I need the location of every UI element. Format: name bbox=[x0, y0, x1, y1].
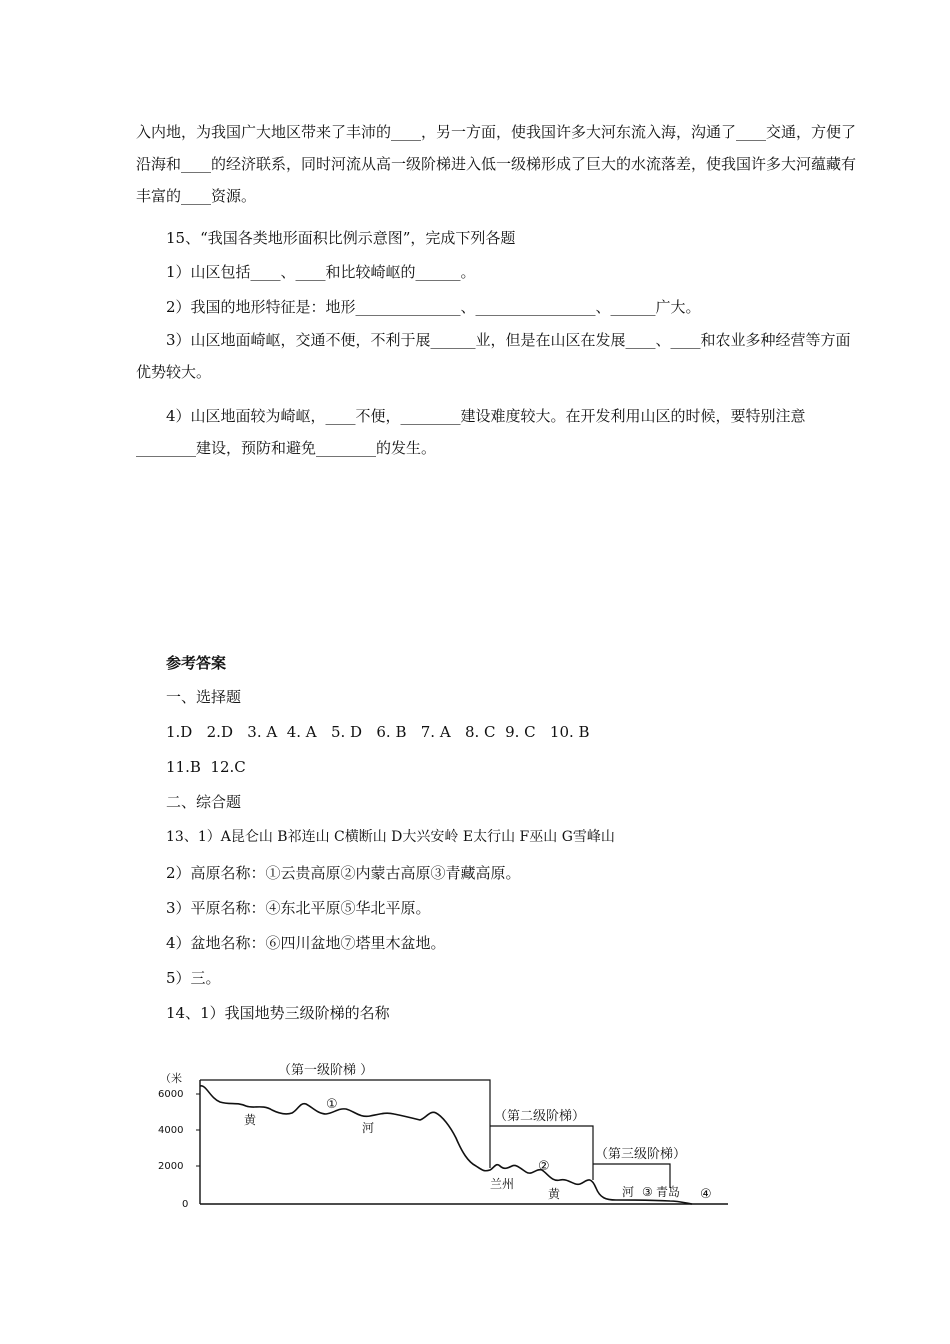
terrain-profile-line bbox=[200, 1086, 692, 1204]
marker-2: ② bbox=[538, 1159, 550, 1174]
choice-answers-row2: 11.B 12.C bbox=[166, 758, 246, 776]
section-comprehensive: 二、综合题 bbox=[166, 793, 242, 811]
answer-13-5: 5）三。 bbox=[166, 969, 221, 987]
marker-1: ① bbox=[326, 1097, 338, 1112]
label-lanzhou: 兰州 bbox=[490, 1177, 515, 1191]
answer-13-1: 13、1）A昆仑山 B祁连山 C横断山 D大兴安岭 E太行山 F巫山 G雪峰山 bbox=[166, 829, 615, 845]
label-he-1: 河 bbox=[362, 1121, 375, 1135]
step2-label: （第二级阶梯） bbox=[494, 1109, 586, 1124]
step1-label: （第一级阶梯 ） bbox=[278, 1063, 374, 1078]
answer-13-2: 2）高原名称：①云贵高原②内蒙古高原③青藏高原。 bbox=[166, 864, 521, 882]
unit-label: （米 bbox=[160, 1072, 182, 1085]
answer-13-3: 3）平原名称：④东北平原⑤华北平原。 bbox=[166, 899, 431, 917]
tick-label-4000: 4000 bbox=[158, 1125, 184, 1136]
label-he-2: 河 bbox=[622, 1185, 635, 1199]
answer-14-1: 14、1）我国地势三级阶梯的名称 bbox=[166, 1004, 390, 1022]
answers-heading: 参考答案 bbox=[166, 654, 227, 672]
continued-paragraph: 入内地，为我国广大地区带来了丰沛的____，另一方面，使我国许多大河东流入海，沟通了____交通，方便了沿海和____的经济联系，同时河流从高一级阶梯进入低一级梯形成了巨大的水流落差，使我国许多大河蕴藏有丰富的____资源。 bbox=[136, 123, 857, 205]
q15-part4: 4）山区地面较为崎岖，____不便，________建设难度较大。在开发利用山区的时候，要特别注意________建设，预防和避免________的发生。 bbox=[136, 407, 806, 457]
answer-13-4: 4）盆地名称：⑥四川盆地⑦塔里木盆地。 bbox=[166, 934, 446, 952]
tick-label-6000: 6000 bbox=[158, 1089, 184, 1100]
label-qingdao: 青岛 bbox=[656, 1185, 681, 1199]
choice-answers-row1: 1.D 2.D 3. A 4. A 5. D 6. B 7. A 8. C 9. C 10. B bbox=[166, 723, 590, 741]
q15-title: 15、“我国各类地形面积比例示意图”，完成下列各题 bbox=[166, 229, 516, 247]
label-huang-1: 黄 bbox=[244, 1113, 257, 1127]
tick-label-0: 0 bbox=[182, 1199, 189, 1210]
q15-part3: 3）山区地面崎岖，交通不便，不利于展______业，但是在山区在发展____、____和农业多种经营等方面优势较大。 bbox=[136, 331, 851, 381]
marker-4: ④ bbox=[700, 1187, 712, 1202]
step3-label: （第三级阶梯） bbox=[595, 1147, 687, 1162]
q15-part1: 1）山区包括____、____和比较崎岖的______。 bbox=[166, 263, 476, 281]
label-huang-2: 黄 bbox=[548, 1187, 561, 1201]
marker-3: ③ bbox=[642, 1185, 653, 1199]
q15-part2: 2）我国的地形特征是：地形______________、________________、______广大。 bbox=[166, 298, 701, 316]
section-choice: 一、选择题 bbox=[166, 688, 242, 706]
tick-label-2000: 2000 bbox=[158, 1161, 184, 1172]
terrain-profile-figure bbox=[150, 1058, 750, 1218]
